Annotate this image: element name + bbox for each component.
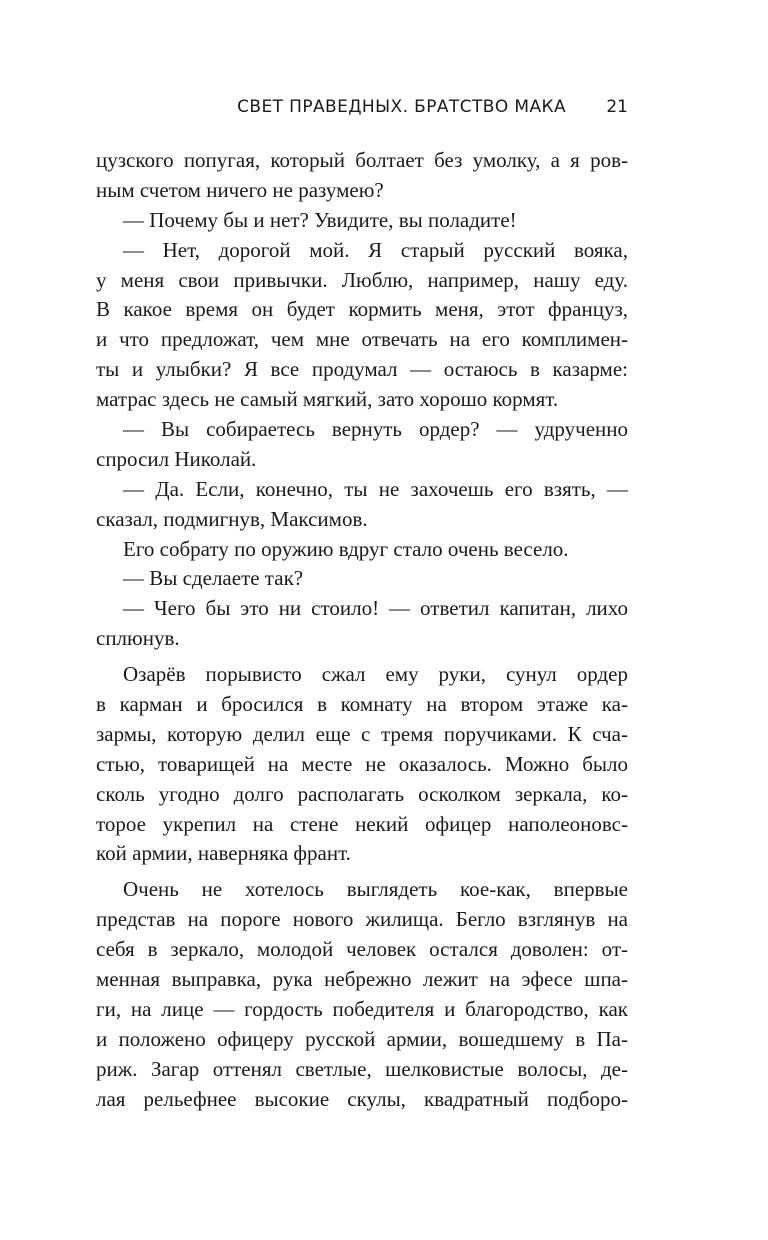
text-line: менная выправка, рука небрежно лежит на эфесе шпа- <box>96 967 628 992</box>
text-line: — Да. Если, конечно, ты не захочешь его взять, — <box>123 476 628 501</box>
body-text <box>96 146 628 1115</box>
text-line: зармы, которую делил еще с тремя поручиками. К сча- <box>96 721 628 746</box>
text-line: в карман и бросился в комнату на втором этаже ка- <box>96 692 628 717</box>
running-title: СВЕТ ПРАВЕДНЫХ. БРАТСТВО МАКА <box>237 97 566 117</box>
text-line: — Почему бы и нет? Увидите, вы поладите! <box>123 207 517 232</box>
text-line: торое укрепил на стене некий офицер наполеоновс- <box>96 811 628 836</box>
text-line: ты и улыбки? Я все продумал — остаюсь в казарме: <box>96 357 628 382</box>
text-line: цузского попугая, который болтает без умолку, а я ров- <box>96 148 628 172</box>
page-number: 21 <box>606 97 628 117</box>
text-line: матрас здесь не самый мягкий, зато хорошо кормят. <box>96 387 559 412</box>
text-line: стью, товарищей на месте не оказалось. Можно было <box>96 751 628 776</box>
text-line: спросил Николай. <box>96 446 257 471</box>
text-line: представ на пороге нового жилища. Бегло взглянув на <box>96 907 628 932</box>
text-line: ным счетом ничего не разумею? <box>96 177 384 202</box>
text-line: себя в зеркало, молодой человек остался доволен: от- <box>96 937 628 962</box>
text-line: ги, на лице — гордость победителя и благородство, как <box>96 996 628 1021</box>
text-line: — Чего бы это ни стоило! — ответил капитан, лихо <box>123 596 628 621</box>
text-line: — Нет, дорогой мой. Я старый русский вояка, <box>123 237 628 262</box>
text-line: В какое время он будет кормить меня, этот француз, <box>96 297 628 322</box>
text-line: у меня свои привычки. Люблю, например, нашу еду. <box>96 267 628 292</box>
text-line: лая рельефнее высокие скулы, квадратный подборо- <box>96 1086 628 1111</box>
text-line: сказал, подмигнув, Максимов. <box>96 506 368 531</box>
text-line: риж. Загар оттенял светлые, шелковистые волосы, де- <box>96 1056 628 1081</box>
text-line: и положено офицеру русской армии, вошедшему в Па- <box>96 1026 628 1051</box>
text-line: сплюнув. <box>96 626 180 651</box>
text-line: кой армии, наверняка франт. <box>96 841 351 866</box>
text-line: и что предложат, чем мне отвечать на его комплимен- <box>96 327 628 352</box>
running-header <box>96 92 628 122</box>
text-line: Очень не хотелось выглядеть кое-как, впервые <box>123 877 628 902</box>
text-line: — Вы сделаете так? <box>123 566 304 591</box>
text-line: Его собрату по оружию вдруг стало очень весело. <box>123 536 569 561</box>
text-line: Озарёв порывисто сжал ему руки, сунул ордер <box>123 662 628 687</box>
text-line: — Вы собираетесь вернуть ордер? — удрученно <box>123 417 628 442</box>
text-line: сколь угодно долго располагать осколком зеркала, ко- <box>96 781 628 806</box>
